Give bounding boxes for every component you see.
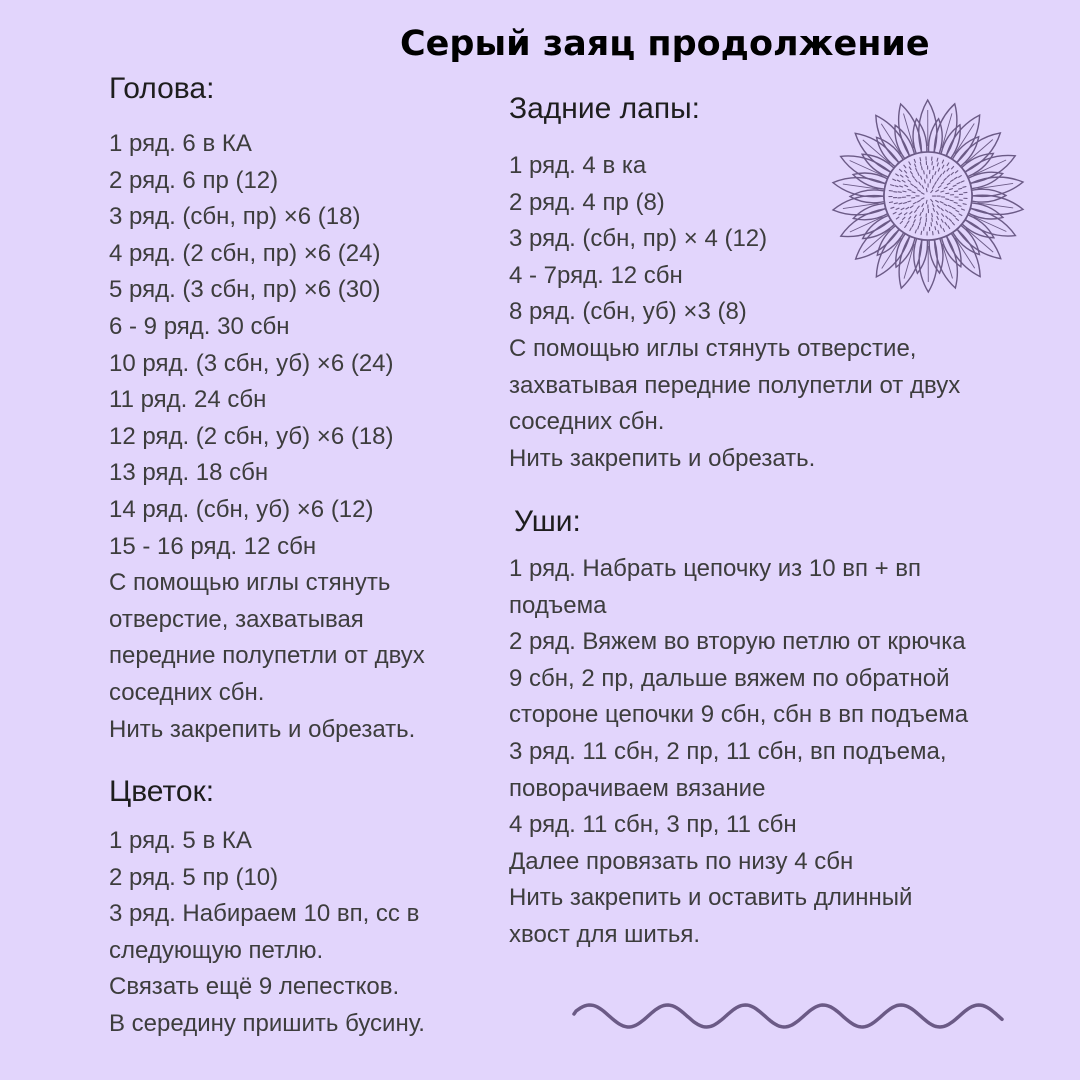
instruction-line: 2 ряд. Вяжем во вторую петлю от крючка bbox=[509, 628, 966, 656]
instruction-line: С помощью иглы стянуть отверстие, bbox=[509, 334, 917, 362]
instruction-line: 14 ряд. (сбн, уб) ×6 (12) bbox=[109, 495, 374, 523]
instruction-line: 3 ряд. 11 сбн, 2 пр, 11 сбн, вп подъема, bbox=[509, 737, 947, 765]
instruction-line: подъема bbox=[509, 591, 607, 619]
instruction-line: 10 ряд. (3 сбн, уб) ×6 (24) bbox=[109, 349, 394, 377]
instruction-line: В середину пришить бусину. bbox=[109, 1009, 425, 1037]
instruction-line: 1 ряд. 5 в КА bbox=[109, 827, 252, 854]
section-head bbox=[109, 72, 425, 748]
instruction-line: Нить закрепить и обрезать. bbox=[109, 715, 416, 743]
instruction-line: 4 ряд. 11 сбн, 3 пр, 11 сбн bbox=[509, 811, 797, 839]
section-heading-head: Голова: bbox=[109, 72, 215, 105]
instruction-line: С помощью иглы стянуть bbox=[109, 569, 391, 597]
instruction-list-head bbox=[109, 126, 425, 748]
instruction-line: хвост для шитья. bbox=[509, 920, 700, 948]
instruction-line: 3 ряд. Набираем 10 вп, сс в bbox=[109, 900, 420, 928]
instruction-line: Далее провязать по низу 4 сбн bbox=[509, 847, 854, 875]
section-heading-ears: Уши: bbox=[514, 505, 581, 538]
instruction-line: Нить закрепить и обрезать. bbox=[509, 444, 816, 472]
instruction-line: 2 ряд. 5 пр (10) bbox=[109, 863, 279, 891]
instruction-line: 3 ряд. (сбн, пр) ×6 (18) bbox=[109, 203, 361, 231]
instruction-line: 4 - 7ряд. 12 сбн bbox=[509, 261, 683, 289]
page-title: Серый заяц продолжение bbox=[400, 24, 930, 64]
instruction-line: 2 ряд. 6 пр (12) bbox=[109, 166, 279, 194]
instruction-line: 8 ряд. (сбн, уб) ×3 (8) bbox=[509, 298, 747, 326]
instruction-line: 4 ряд. (2 сбн, пр) ×6 (24) bbox=[109, 239, 381, 267]
section-heading-hind-legs: Задние лапы: bbox=[509, 92, 700, 125]
instruction-list-ears bbox=[509, 551, 968, 954]
instruction-line: 1 ряд. 4 в ка bbox=[509, 152, 647, 179]
instruction-line: отверстие, захватывая bbox=[109, 605, 364, 633]
sunflower-icon bbox=[820, 88, 1036, 304]
instruction-line: Связать ещё 9 лепестков. bbox=[109, 973, 400, 1001]
instruction-line: 3 ряд. (сбн, пр) × 4 (12) bbox=[509, 225, 768, 253]
instruction-line: 1 ряд. Набрать цепочку из 10 вп + вп bbox=[509, 555, 922, 582]
instruction-line: захватывая передние полупетли от двух bbox=[509, 371, 961, 399]
instruction-line: 5 ряд. (3 сбн, пр) ×6 (30) bbox=[109, 276, 381, 304]
instruction-line: 2 ряд. 4 пр (8) bbox=[509, 188, 665, 216]
instruction-list-flower bbox=[109, 823, 425, 1043]
instruction-line: Нить закрепить и оставить длинный bbox=[509, 884, 913, 912]
instruction-line: поворачиваем вязание bbox=[509, 774, 766, 802]
instruction-line: 6 - 9 ряд. 30 сбн bbox=[109, 312, 290, 340]
instruction-line: 11 ряд. 24 сбн bbox=[109, 386, 267, 414]
wavy-line-icon bbox=[570, 994, 1006, 1038]
instruction-line: соседних сбн. bbox=[109, 678, 265, 706]
instruction-line: соседних сбн. bbox=[509, 408, 665, 436]
instruction-line: 1 ряд. 6 в КА bbox=[109, 130, 252, 157]
section-ears bbox=[509, 505, 969, 954]
instruction-line: 15 - 16 ряд. 12 сбн bbox=[109, 532, 317, 560]
instruction-line: стороне цепочки 9 сбн, сбн в вп подъема bbox=[509, 701, 969, 729]
instruction-line: 12 ряд. (2 сбн, уб) ×6 (18) bbox=[109, 422, 394, 450]
section-flower bbox=[109, 775, 425, 1043]
section-heading-flower: Цветок: bbox=[109, 775, 215, 808]
instruction-line: следующую петлю. bbox=[109, 936, 324, 964]
instruction-line: передние полупетли от двух bbox=[109, 642, 425, 670]
instruction-line: 13 ряд. 18 сбн bbox=[109, 459, 269, 487]
instruction-line: 9 сбн, 2 пр, дальше вяжем по обратной bbox=[509, 664, 950, 692]
